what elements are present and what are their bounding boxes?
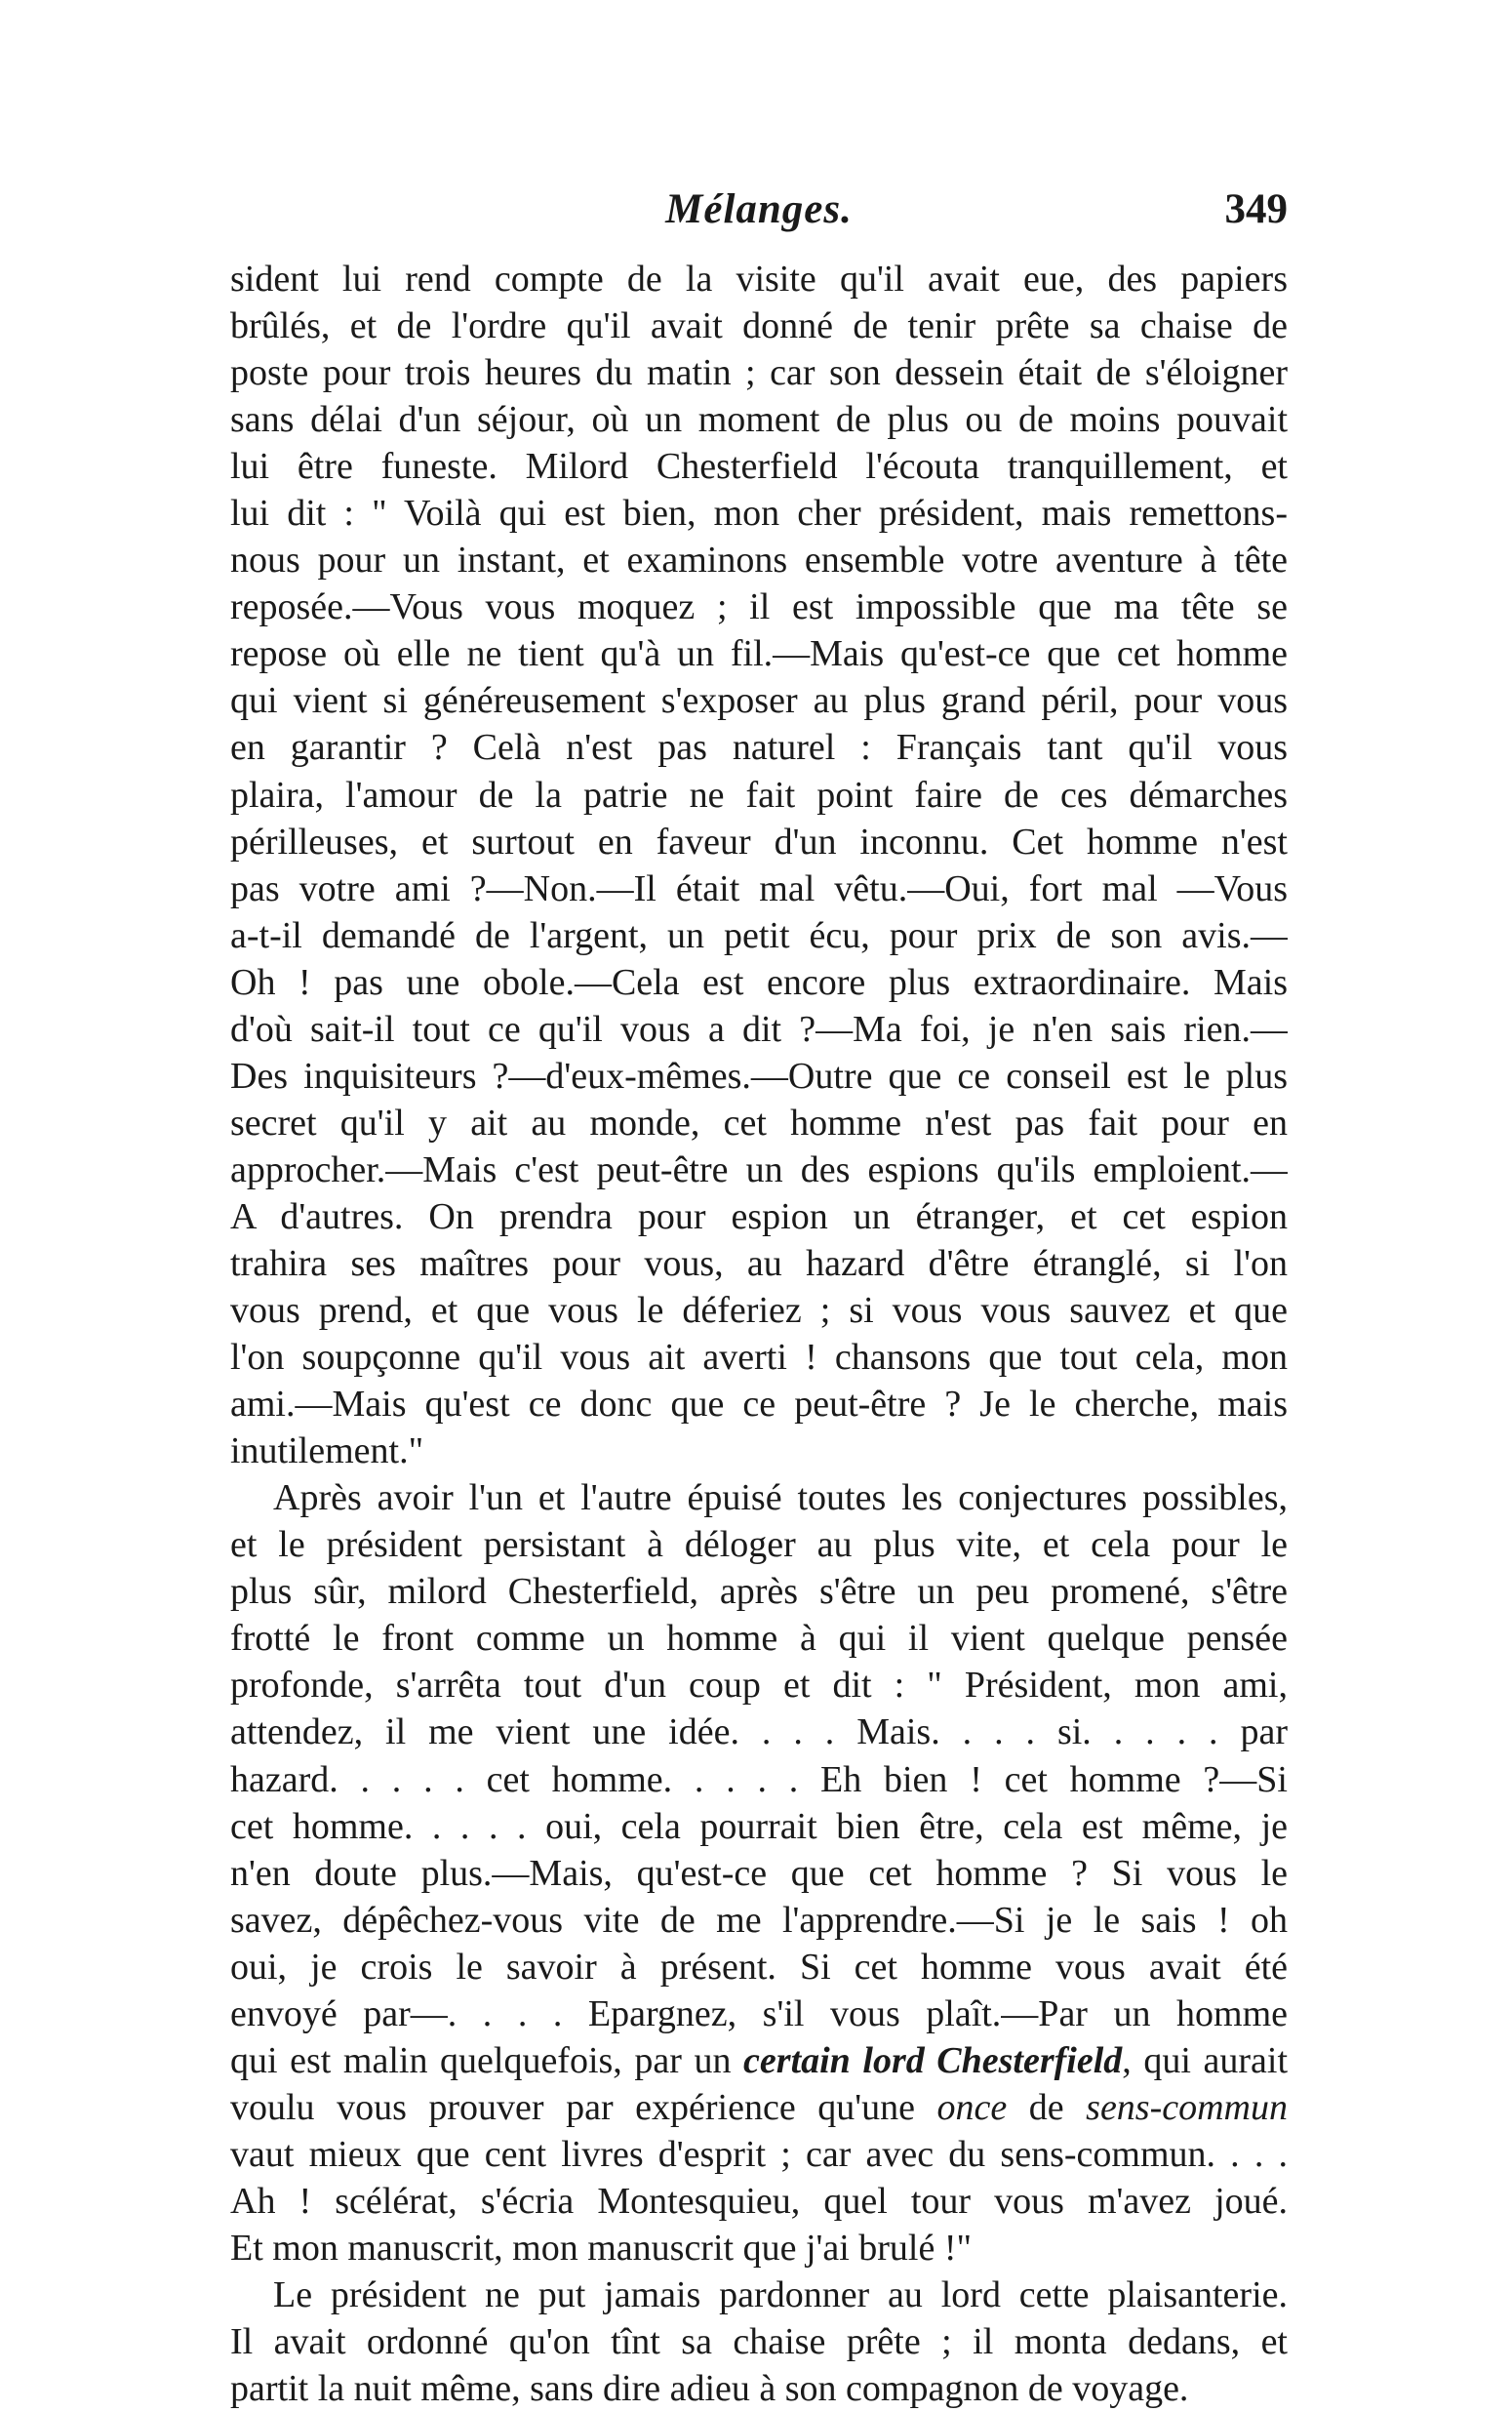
- text-line: profonde, s'arrêta tout d'un coup et dit : " Président, mon ami,: [230, 1665, 1288, 1707]
- text-line: Le président ne put jamais pardonner au lord cette plaisanterie.: [273, 2274, 1288, 2316]
- text-line: plaira, l'amour de la patrie ne fait point faire de ces démarches: [230, 774, 1288, 816]
- text-line: l'on soupçonne qu'il vous ait averti ! chansons que tout cela, mon: [230, 1337, 1288, 1379]
- running-head-title: Mélanges.: [665, 186, 853, 232]
- text-line: trahira ses maîtres pour vous, au hazard d'être étranglé, si l'on: [230, 1242, 1288, 1284]
- text-line: oui, je crois le savoir à présent. Si cet homme vous avait été: [230, 1946, 1288, 1988]
- text-line: poste pour trois heures du matin ; car son dessein était de s'éloigner: [230, 352, 1288, 394]
- paragraph: [230, 2271, 1288, 2412]
- text-line: repose où elle ne tient qu'à un fil.—Mais qu'est-ce que cet homme: [230, 633, 1288, 675]
- text-line: Ah ! scélérat, s'écria Montesquieu, quel tour vous m'avez joué.: [230, 2180, 1288, 2222]
- text-line: vaut mieux que cent livres d'esprit ; car avec du sens-commun. . . .: [230, 2133, 1288, 2175]
- text-line: nous pour un instant, et examinons ensemble votre aventure à tête: [230, 540, 1288, 582]
- text-line: qui vient si généreusement s'exposer au plus grand péril, pour vous: [230, 680, 1288, 722]
- text-line: A d'autres. On prendra pour espion un étranger, et cet espion: [230, 1195, 1288, 1237]
- text-line: Des inquisiteurs ?—d'eux-mêmes.—Outre que ce conseil est le plus: [230, 1055, 1288, 1097]
- text-line: Il avait ordonné qu'on tînt sa chaise prête ; il monta dedans, et: [230, 2321, 1288, 2363]
- text-line: partit la nuit même, sans dire adieu à son compagnon de voyage.: [230, 2368, 1189, 2410]
- text-line: sans délai d'un séjour, où un moment de plus ou de moins pouvait: [230, 399, 1288, 441]
- text-line: vous prend, et que vous le déferiez ; si vous vous sauvez et que: [230, 1290, 1288, 1332]
- text-line: reposée.—Vous vous moquez ; il est impossible que ma tête se: [230, 586, 1288, 628]
- text-line: Après avoir l'un et l'autre épuisé toutes les conjectures possibles,: [273, 1477, 1288, 1519]
- text-line: lui dit : " Voilà qui est bien, mon cher président, mais remettons-: [230, 493, 1288, 535]
- text-line: attendez, il me vient une idée. . . . Mais. . . . si. . . . . par: [230, 1711, 1288, 1753]
- text-line: plus sûr, milord Chesterfield, après s'être un peu promené, s'être: [230, 1571, 1288, 1613]
- text-line: brûlés, et de l'ordre qu'il avait donné de tenir prête sa chaise de: [230, 305, 1288, 347]
- paragraph: [230, 1474, 1288, 2271]
- body-text: [230, 256, 1288, 2412]
- text-line: secret qu'il y ait au monde, cet homme n'est pas fait pour en: [230, 1102, 1288, 1144]
- text-line: approcher.—Mais c'est peut-être un des espions qu'ils emploient.—: [230, 1148, 1288, 1190]
- text-line: périlleuses, et surtout en faveur d'un inconnu. Cet homme n'est: [230, 821, 1288, 863]
- running-head: [230, 185, 1288, 244]
- text-line: Oh ! pas une obole.—Cela est encore plus extraordinaire. Mais: [230, 961, 1288, 1003]
- text-line: qui est malin quelquefois, par un certain lord Chesterfield, qui aurait: [230, 2039, 1288, 2081]
- text-line: d'où sait-il tout ce qu'il vous a dit ?—Ma foi, je n'en sais rien.—: [230, 1008, 1288, 1050]
- text-line: cet homme. . . . . oui, cela pourrait bien être, cela est même, je: [230, 1805, 1288, 1847]
- text-line: frotté le front comme un homme à qui il vient quelque pensée: [230, 1618, 1288, 1660]
- text-line: a-t-il demandé de l'argent, un petit écu, pour prix de son avis.—: [230, 914, 1288, 956]
- text-line: inutilement.": [230, 1430, 424, 1472]
- text-line: Et mon manuscrit, mon manuscrit que j'ai brulé !": [230, 2227, 973, 2269]
- text-line: sident lui rend compte de la visite qu'il avait eue, des papiers: [230, 259, 1288, 300]
- text-line: savez, dépêchez-vous vite de me l'apprendre.—Si je le sais ! oh: [230, 1899, 1288, 1941]
- text-line: pas votre ami ?—Non.—Il était mal vêtu.—Oui, fort mal —Vous: [230, 867, 1288, 909]
- text-line: n'en doute plus.—Mais, qu'est-ce que cet homme ? Si vous le: [230, 1852, 1288, 1894]
- text-line: envoyé par—. . . . Epargnez, s'il vous plaît.—Par un homme: [230, 1992, 1288, 2034]
- text-line: ami.—Mais qu'est ce donc que ce peut-être ? Je le cherche, mais: [230, 1384, 1288, 1426]
- text-line: en garantir ? Celà n'est pas naturel : Français tant qu'il vous: [230, 727, 1288, 769]
- paragraph: [230, 256, 1288, 1474]
- text-line: lui être funeste. Milord Chesterfield l'écouta tranquillement, et: [230, 446, 1288, 488]
- text-line: et le président persistant à déloger au plus vite, et cela pour le: [230, 1524, 1288, 1566]
- text-line: voulu vous prouver par expérience qu'une once de sens-commun: [230, 2086, 1288, 2128]
- page-number: 349: [1224, 186, 1288, 232]
- text-line: hazard. . . . . cet homme. . . . . Eh bien ! cet homme ?—Si: [230, 1758, 1288, 1800]
